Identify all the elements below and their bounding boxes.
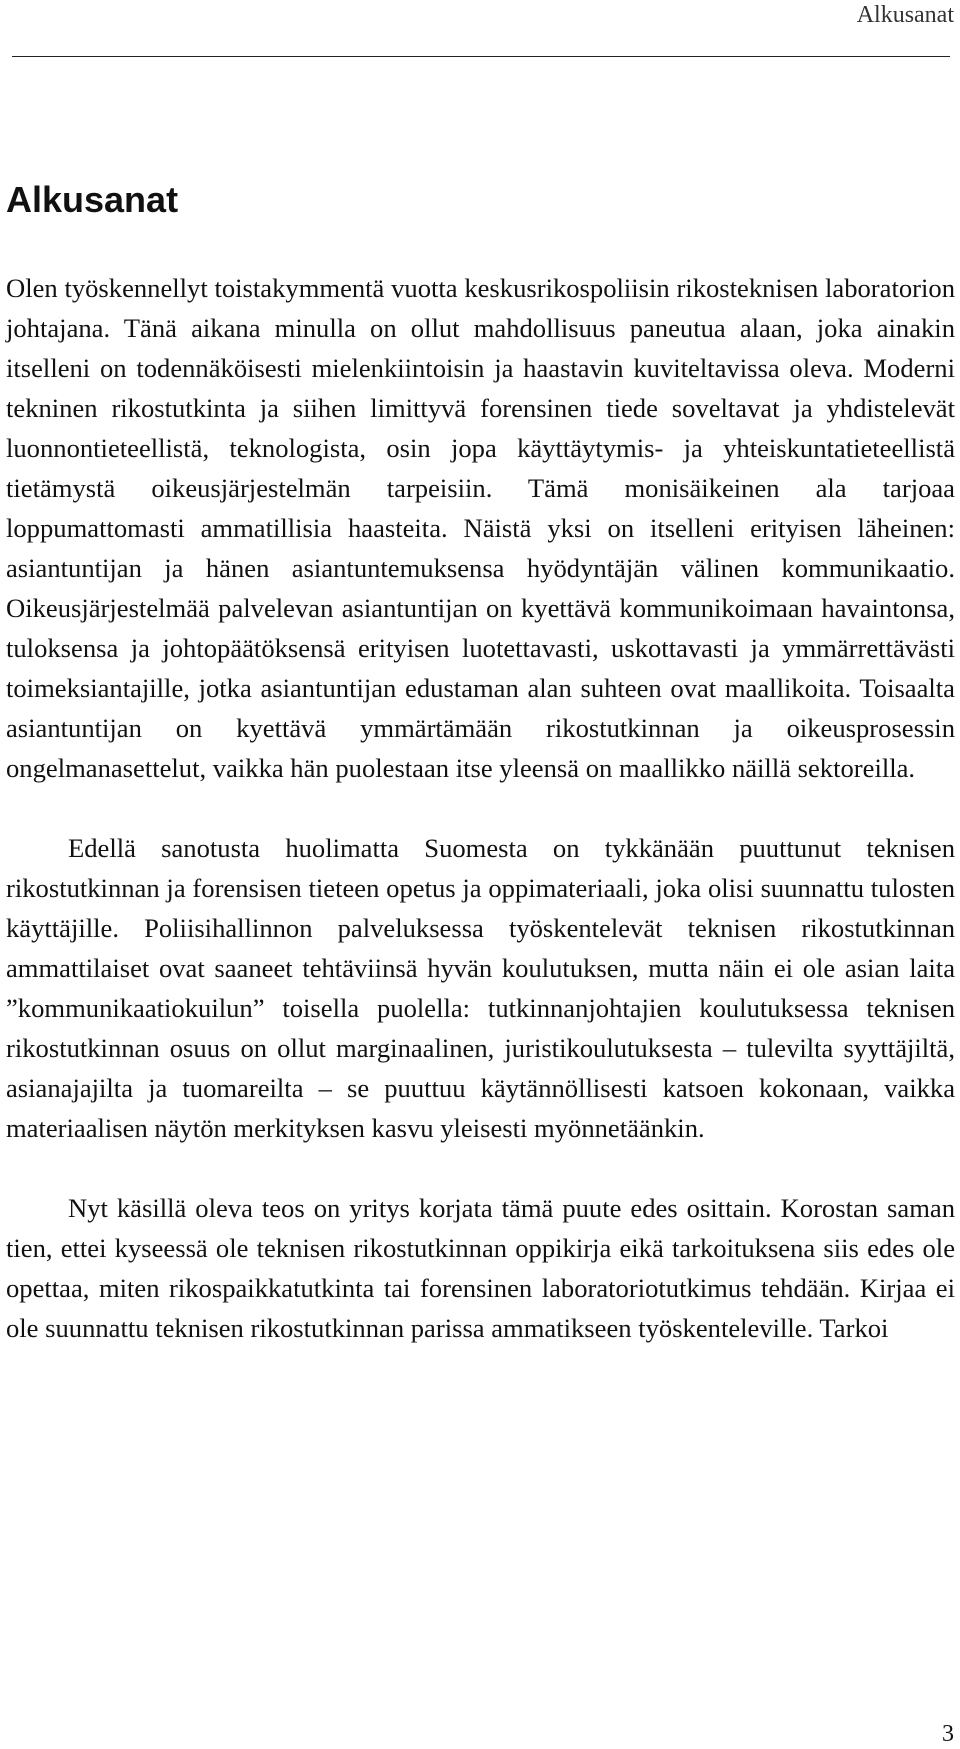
paragraph-3: Nyt käsillä oleva teos on yritys korjata tämä puute edes osittain. Korostan saman tien, ettei kyseessä ole teknisen rikostutkinnan oppikirja eikä tarkoituksena siis edes ole opettaa, miten rikospaikkatutkinta tai forensinen laboratoriotutkimus tehdään. Kirjaa ei ole suunnattu teknisen rikostutkinnan parissa ammatikseen työskenteleville. Tarkoi (6, 1193, 955, 1343)
running-head: Alkusanat (856, 2, 954, 28)
page-number: 3 (942, 1721, 954, 1747)
paragraph-2: Edellä sanotusta huolimatta Suomesta on tykkänään puuttunut teknisen rikostutkinnan ja forensisen tieteen opetus ja oppimateriaali, joka olisi suunnattu tulosten käyttäjille. Poliisihallinnon palveluksessa työskentelevät teknisen rikostutkinnan ammattilaiset ovat saaneet tehtäviinsä hyvän koulutuksen, mutta näin ei ole asian laita ”kommunikaatiokuilun” toisella puolella: tutkinnanjohtajien koulutuksessa teknisen rikostutkinnan osuus on ollut marginaalinen, juristikoulutuksesta – tulevilta syyttäjiltä, asianajajilta ja tuomareilta – se puuttuu käytännöllisesti katsoen kokonaan, vaikka materiaalisen näytön merkityksen kasvu yleisesti myönnetäänkin. (6, 833, 955, 1143)
chapter-title: Alkusanat (6, 179, 179, 220)
body-text (6, 268, 955, 1348)
paragraph-1: Olen työskennellyt toistakymmentä vuotta keskusrikospoliisin rikosteknisen laboratorion johtajana. Tänä aikana minulla on ollut mahdollisuus paneutua alaan, joka ainakin itselleni on todennäköisesti mielenkiintoisin ja haastavin kuviteltavissa oleva. Moderni tekninen rikostutkinta ja siihen limittyvä forensinen tiede soveltavat ja yhdistelevät luonnontieteellistä, teknologista, osin jopa käyttäytymis- ja yhteiskuntatieteellistä tietämystä oikeusjärjestelmän tarpeisiin. Tämä monisäikeinen ala tarjoaa loppumattomasti ammatillisia haasteita. Näistä yksi on itselleni erityisen läheinen: asiantuntijan ja hänen asiantuntemuksensa hyödyntäjän välinen kommunikaatio. Oikeusjärjestelmää palvelevan asiantuntijan on kyettävä kommunikoimaan havaintonsa, tuloksensa ja johtopäätöksensä erityisen luotettavasti, uskottavasti ja ymmärrettävästi toimeksiantajille, jotka asiantuntijan edustaman alan suhteen ovat maallikoita. Toisaalta asiantuntijan on kyettävä ymmärtämään rikostutkinnan ja oikeusprosessin ongelmanasettelut, vaikka hän puolestaan itse yleensä on maallikko näillä sektoreilla. (6, 273, 955, 783)
header-rule (12, 56, 950, 57)
